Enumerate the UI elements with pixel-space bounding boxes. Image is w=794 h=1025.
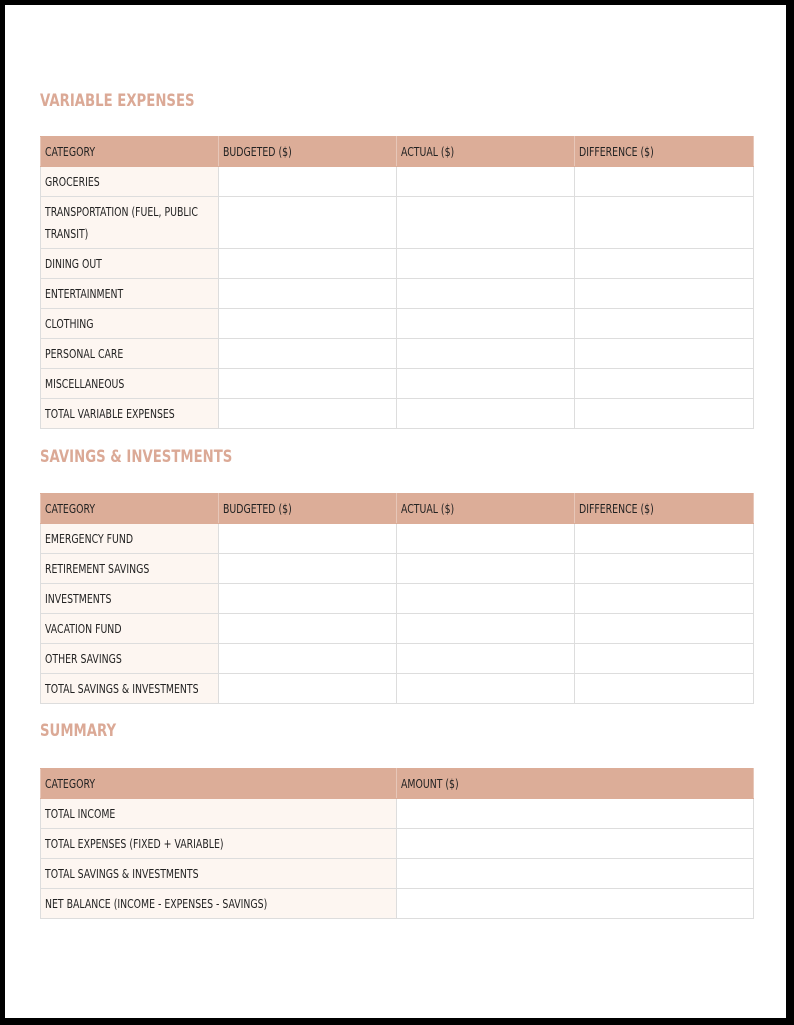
budgeted-cell[interactable] bbox=[219, 524, 397, 554]
actual-cell[interactable] bbox=[397, 399, 575, 429]
budgeted-cell[interactable] bbox=[219, 249, 397, 279]
actual-cell[interactable] bbox=[397, 584, 575, 614]
difference-cell[interactable] bbox=[575, 554, 754, 584]
table-header-row bbox=[41, 137, 754, 167]
budgeted-cell[interactable] bbox=[219, 554, 397, 584]
table-row bbox=[41, 279, 754, 309]
difference-cell[interactable] bbox=[575, 369, 754, 399]
difference-cell[interactable] bbox=[575, 197, 754, 249]
column-header-budgeted: BUDGETED ($) bbox=[219, 494, 397, 524]
row-label: TOTAL SAVINGS & INVESTMENTS bbox=[41, 859, 397, 889]
column-header-actual: ACTUAL ($) bbox=[397, 494, 575, 524]
difference-cell[interactable] bbox=[575, 614, 754, 644]
difference-cell[interactable] bbox=[575, 399, 754, 429]
amount-cell[interactable] bbox=[397, 829, 754, 859]
actual-cell[interactable] bbox=[397, 369, 575, 399]
table-row bbox=[41, 644, 754, 674]
table-row bbox=[41, 889, 754, 919]
summary-table bbox=[40, 768, 754, 919]
table-header-row bbox=[41, 494, 754, 524]
actual-cell[interactable] bbox=[397, 197, 575, 249]
table-row bbox=[41, 524, 754, 554]
row-label: PERSONAL CARE bbox=[41, 339, 219, 369]
budgeted-cell[interactable] bbox=[219, 674, 397, 704]
table-row bbox=[41, 339, 754, 369]
budgeted-cell[interactable] bbox=[219, 399, 397, 429]
row-label: TOTAL SAVINGS & INVESTMENTS bbox=[41, 674, 219, 704]
difference-cell[interactable] bbox=[575, 309, 754, 339]
difference-cell[interactable] bbox=[575, 167, 754, 197]
actual-cell[interactable] bbox=[397, 249, 575, 279]
difference-cell[interactable] bbox=[575, 279, 754, 309]
row-label: MISCELLANEOUS bbox=[41, 369, 219, 399]
actual-cell[interactable] bbox=[397, 279, 575, 309]
table-row bbox=[41, 799, 754, 829]
table-header-row bbox=[41, 769, 754, 799]
table-row bbox=[41, 197, 754, 249]
difference-cell[interactable] bbox=[575, 674, 754, 704]
budgeted-cell[interactable] bbox=[219, 369, 397, 399]
difference-cell[interactable] bbox=[575, 339, 754, 369]
actual-cell[interactable] bbox=[397, 524, 575, 554]
difference-cell[interactable] bbox=[575, 524, 754, 554]
column-header-difference: DIFFERENCE ($) bbox=[575, 137, 754, 167]
difference-cell[interactable] bbox=[575, 584, 754, 614]
budget-page bbox=[5, 5, 786, 1018]
budgeted-cell[interactable] bbox=[219, 197, 397, 249]
difference-cell[interactable] bbox=[575, 249, 754, 279]
budgeted-cell[interactable] bbox=[219, 644, 397, 674]
table-row bbox=[41, 614, 754, 644]
row-label: INVESTMENTS bbox=[41, 584, 219, 614]
row-label: RETIREMENT SAVINGS bbox=[41, 554, 219, 584]
row-label: TOTAL VARIABLE EXPENSES bbox=[41, 399, 219, 429]
table-row bbox=[41, 249, 754, 279]
variable-expenses-title: VARIABLE EXPENSES bbox=[40, 91, 195, 111]
column-header-category: CATEGORY bbox=[41, 769, 397, 799]
total-row bbox=[41, 399, 754, 429]
row-label: VACATION FUND bbox=[41, 614, 219, 644]
table-row bbox=[41, 584, 754, 614]
amount-cell[interactable] bbox=[397, 859, 754, 889]
budgeted-cell[interactable] bbox=[219, 614, 397, 644]
table-row bbox=[41, 167, 754, 197]
variable-expenses-table bbox=[40, 136, 754, 429]
table-row bbox=[41, 829, 754, 859]
row-label: TOTAL INCOME bbox=[41, 799, 397, 829]
actual-cell[interactable] bbox=[397, 339, 575, 369]
column-header-category: CATEGORY bbox=[41, 494, 219, 524]
column-header-difference: DIFFERENCE ($) bbox=[575, 494, 754, 524]
row-label: DINING OUT bbox=[41, 249, 219, 279]
row-label: GROCERIES bbox=[41, 167, 219, 197]
row-label: OTHER SAVINGS bbox=[41, 644, 219, 674]
row-label: TOTAL EXPENSES (FIXED + VARIABLE) bbox=[41, 829, 397, 859]
table-row bbox=[41, 309, 754, 339]
budgeted-cell[interactable] bbox=[219, 167, 397, 197]
row-label: EMERGENCY FUND bbox=[41, 524, 219, 554]
difference-cell[interactable] bbox=[575, 644, 754, 674]
table-row bbox=[41, 554, 754, 584]
actual-cell[interactable] bbox=[397, 614, 575, 644]
budgeted-cell[interactable] bbox=[219, 584, 397, 614]
column-header-budgeted: BUDGETED ($) bbox=[219, 137, 397, 167]
row-label: ENTERTAINMENT bbox=[41, 279, 219, 309]
column-header-category: CATEGORY bbox=[41, 137, 219, 167]
actual-cell[interactable] bbox=[397, 674, 575, 704]
actual-cell[interactable] bbox=[397, 554, 575, 584]
column-header-actual: ACTUAL ($) bbox=[397, 137, 575, 167]
total-row bbox=[41, 674, 754, 704]
actual-cell[interactable] bbox=[397, 644, 575, 674]
budgeted-cell[interactable] bbox=[219, 339, 397, 369]
table-row bbox=[41, 859, 754, 889]
budgeted-cell[interactable] bbox=[219, 279, 397, 309]
row-label: NET BALANCE (INCOME - EXPENSES - SAVINGS) bbox=[41, 889, 397, 919]
row-label: CLOTHING bbox=[41, 309, 219, 339]
row-label: TRANSPORTATION (FUEL, PUBLIC TRANSIT) bbox=[41, 197, 219, 249]
table-row bbox=[41, 369, 754, 399]
actual-cell[interactable] bbox=[397, 167, 575, 197]
savings-investments-table bbox=[40, 493, 754, 704]
savings-investments-title: SAVINGS & INVESTMENTS bbox=[40, 447, 233, 467]
column-header-amount: AMOUNT ($) bbox=[397, 769, 754, 799]
amount-cell[interactable] bbox=[397, 799, 754, 829]
budgeted-cell[interactable] bbox=[219, 309, 397, 339]
actual-cell[interactable] bbox=[397, 309, 575, 339]
summary-title: SUMMARY bbox=[40, 721, 117, 741]
amount-cell[interactable] bbox=[397, 889, 754, 919]
